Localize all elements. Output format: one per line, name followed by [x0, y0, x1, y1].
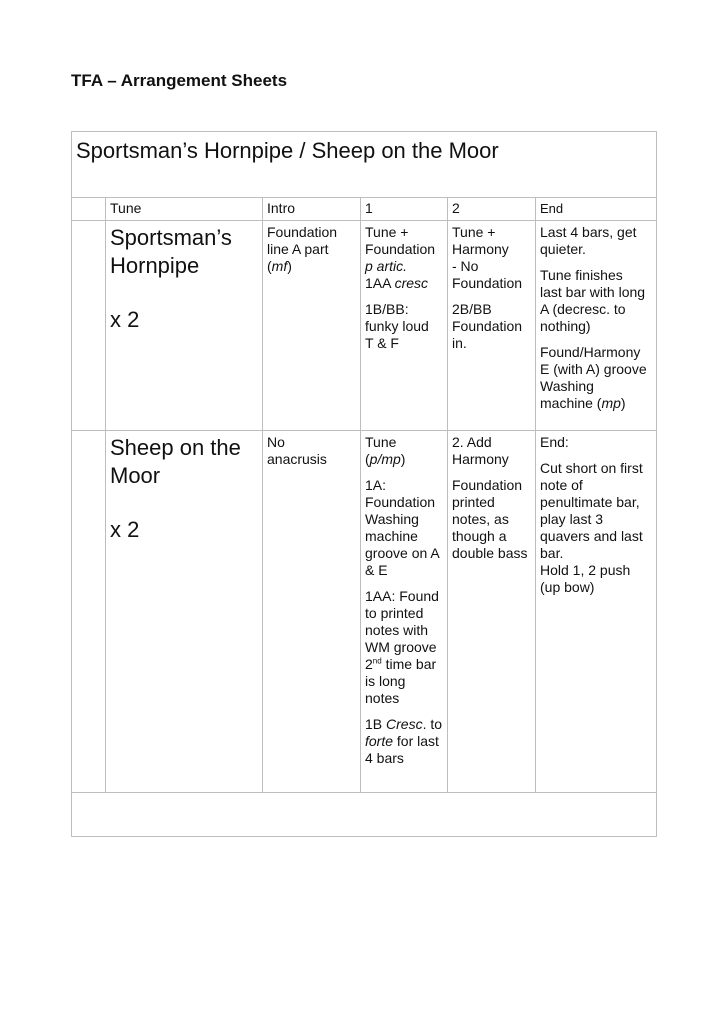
- text-line: [365, 588, 443, 605]
- text: machine (: [540, 395, 602, 411]
- cell-paragraph: [365, 477, 443, 579]
- text-line: [540, 241, 652, 258]
- tune-name-line: x 2: [110, 307, 140, 332]
- text-line: [452, 241, 531, 258]
- text-line: [452, 275, 531, 292]
- blank-cell: [72, 221, 106, 431]
- text: nd: [372, 656, 382, 666]
- cell-paragraph: [540, 460, 652, 596]
- text-line: [540, 579, 652, 596]
- text: ): [400, 451, 406, 467]
- text-line: [365, 477, 443, 494]
- cell-paragraph: [365, 301, 443, 352]
- text: bar.: [540, 545, 564, 561]
- cell-paragraph: [365, 588, 443, 707]
- text: Harmony: [452, 451, 509, 467]
- text: Tune: [365, 434, 397, 450]
- text-line: [540, 395, 652, 412]
- text-line: [540, 267, 652, 284]
- text: penultimate bar,: [540, 494, 640, 510]
- text: 1AA: [365, 275, 395, 291]
- text: note of: [540, 477, 583, 493]
- text: 1B: [365, 716, 387, 732]
- text: to printed: [365, 605, 424, 621]
- intro-cell: [263, 221, 361, 431]
- part-2-cell: [448, 431, 536, 793]
- tune-paragraph: [110, 434, 258, 490]
- cell-paragraph: [540, 224, 652, 258]
- text: A (decresc. to: [540, 301, 626, 317]
- cell-paragraph: [267, 224, 356, 275]
- text-line: [365, 690, 443, 707]
- text-line: [540, 460, 652, 477]
- part-2-cell: [448, 221, 536, 431]
- cell-paragraph: [540, 267, 652, 335]
- text: Last 4 bars, get: [540, 224, 637, 240]
- cell-paragraph: [365, 224, 443, 292]
- text-line: [452, 511, 531, 528]
- text-line: [267, 451, 356, 468]
- text: 1A:: [365, 477, 387, 493]
- text-line: [365, 434, 443, 451]
- text: printed: [452, 494, 495, 510]
- text-line: [540, 378, 652, 395]
- blank-header-cell: [72, 198, 106, 221]
- text-line: [452, 434, 531, 451]
- cell-paragraph: [365, 434, 443, 468]
- italic-text: Cresc: [386, 716, 423, 732]
- text: E (with A) groove: [540, 361, 647, 377]
- table-title: Sportsman’s Hornpipe / Sheep on the Moor: [72, 132, 657, 198]
- text: . to: [422, 716, 443, 732]
- tune-name-line: x 2: [110, 517, 140, 542]
- end-cell: [536, 431, 657, 793]
- tune-paragraph: [110, 306, 258, 334]
- text: Hold 1, 2 push: [540, 562, 631, 578]
- text: Foundation: [452, 318, 523, 334]
- text: No: [267, 434, 285, 450]
- text: 2B/BB: [452, 301, 492, 317]
- text-line: [267, 434, 356, 451]
- table-row: [72, 431, 657, 793]
- text: Cut short on first: [540, 460, 643, 476]
- header-2: 2: [448, 198, 536, 221]
- text-line: [540, 361, 652, 378]
- text-line: [452, 494, 531, 511]
- tune-name-line: Sheep on the: [110, 435, 241, 460]
- text: notes with: [365, 622, 429, 638]
- text: ): [620, 395, 626, 411]
- text-line: [452, 318, 531, 335]
- cell-paragraph: [452, 477, 531, 562]
- text: though a: [452, 528, 507, 544]
- header-1: 1: [361, 198, 448, 221]
- text-line: [452, 545, 531, 562]
- text-line: [540, 477, 652, 494]
- text-line: [365, 605, 443, 622]
- text: Washing: [540, 378, 594, 394]
- text: 1AA: Found: [365, 588, 439, 604]
- text-line: [365, 562, 443, 579]
- text-line: [267, 241, 356, 258]
- text: Tune finishes: [540, 267, 623, 283]
- text-line: [267, 224, 356, 241]
- text: (up bow): [540, 579, 595, 595]
- italic-text: forte: [365, 733, 394, 749]
- text-line: [365, 750, 443, 767]
- text-line: [540, 284, 652, 301]
- text: machine: [365, 528, 418, 544]
- tune-paragraph: [110, 516, 258, 544]
- text-line: [452, 335, 531, 352]
- text: Harmony: [452, 241, 509, 257]
- text-line: [540, 224, 652, 241]
- text-line: [540, 344, 652, 361]
- text: WM groove: [365, 639, 437, 655]
- text-line: [365, 224, 443, 241]
- tune-cell: [106, 221, 263, 431]
- text: notes: [365, 690, 400, 706]
- text-line: [365, 528, 443, 545]
- text: End:: [540, 434, 569, 450]
- text-line: [267, 258, 356, 275]
- text-line: [365, 451, 443, 468]
- text-line: [365, 656, 443, 673]
- cell-paragraph: [540, 434, 652, 451]
- text: for last: [393, 733, 439, 749]
- text-line: [365, 511, 443, 528]
- part-1-cell: [361, 221, 448, 431]
- text: Foundation: [452, 275, 523, 291]
- text: Foundation: [365, 241, 436, 257]
- cell-paragraph: [540, 344, 652, 412]
- text-line: [365, 545, 443, 562]
- text-line: [540, 494, 652, 511]
- cell-paragraph: [452, 301, 531, 352]
- text: Found/Harmony: [540, 344, 641, 360]
- table-row: [72, 221, 657, 431]
- tune-name-line: Sportsman’s: [110, 225, 232, 250]
- cell-paragraph: [452, 224, 531, 292]
- text: Tune +: [365, 224, 409, 240]
- document-title: TFA – Arrangement Sheets: [71, 71, 288, 90]
- text: play last 3: [540, 511, 604, 527]
- text: 4 bars: [365, 750, 404, 766]
- italic-text: mf: [271, 258, 288, 274]
- tune-name-line: Hornpipe: [110, 253, 200, 278]
- text: Foundation: [452, 477, 523, 493]
- text-line: [365, 494, 443, 511]
- text-line: [365, 673, 443, 690]
- text-line: [452, 301, 531, 318]
- text: (: [267, 258, 272, 274]
- text: & E: [365, 562, 388, 578]
- text-line: [452, 224, 531, 241]
- text-line: [540, 562, 652, 579]
- text: ): [287, 258, 292, 274]
- empty-row: [72, 793, 657, 837]
- text: Foundation: [365, 494, 436, 510]
- text: groove on A: [365, 545, 440, 561]
- text: 1B/BB:: [365, 301, 409, 317]
- italic-text: cresc: [394, 275, 429, 291]
- text: Foundation: [267, 224, 338, 240]
- text: last bar with long: [540, 284, 646, 300]
- intro-cell: [263, 431, 361, 793]
- text-line: [452, 477, 531, 494]
- text: notes, as: [452, 511, 509, 527]
- text-line: [452, 258, 531, 275]
- text-line: [540, 318, 652, 335]
- italic-text: p artic.: [365, 258, 408, 274]
- text: funky loud: [365, 318, 429, 334]
- text-line: [540, 301, 652, 318]
- text: (: [365, 451, 370, 467]
- text-line: [365, 733, 443, 750]
- end-cell: [536, 221, 657, 431]
- text: 2: [365, 656, 373, 672]
- italic-text: mp: [601, 395, 621, 411]
- header-intro: Intro: [263, 198, 361, 221]
- cell-paragraph: [452, 434, 531, 468]
- text-line: [365, 716, 443, 733]
- text-line: [452, 528, 531, 545]
- text-line: [365, 318, 443, 335]
- text: quavers and last: [540, 528, 643, 544]
- arrangement-table: [71, 131, 657, 837]
- text: - No: [452, 258, 479, 274]
- text-line: [365, 622, 443, 639]
- text: 2. Add: [452, 434, 492, 450]
- text: in.: [452, 335, 467, 351]
- blank-cell: [72, 431, 106, 793]
- text: Tune +: [452, 224, 496, 240]
- text: is long: [365, 673, 406, 689]
- header-row: [72, 198, 657, 221]
- text-line: [452, 451, 531, 468]
- text-line: [540, 545, 652, 562]
- tune-paragraph: [110, 224, 258, 280]
- empty-cell: [72, 793, 657, 837]
- italic-text: p/mp: [369, 451, 401, 467]
- tune-name-line: Moor: [110, 463, 161, 488]
- text: anacrusis: [267, 451, 327, 467]
- text-line: [365, 275, 443, 292]
- header-end: End: [536, 198, 657, 221]
- text-line: [365, 639, 443, 656]
- text: Washing: [365, 511, 419, 527]
- text-line: [365, 241, 443, 258]
- text-line: [540, 511, 652, 528]
- text-line: [365, 335, 443, 352]
- cell-paragraph: [365, 716, 443, 767]
- text-line: [365, 301, 443, 318]
- text: nothing): [540, 318, 591, 334]
- text-line: [540, 528, 652, 545]
- header-tune: Tune: [106, 198, 263, 221]
- text: quieter.: [540, 241, 586, 257]
- text: time bar: [381, 656, 437, 672]
- text: T & F: [365, 335, 399, 351]
- text: line A part: [267, 241, 329, 257]
- text-line: [540, 434, 652, 451]
- text-line: [365, 258, 443, 275]
- tune-cell: [106, 431, 263, 793]
- cell-paragraph: [267, 434, 356, 468]
- text: double bass: [452, 545, 528, 561]
- part-1-cell: [361, 431, 448, 793]
